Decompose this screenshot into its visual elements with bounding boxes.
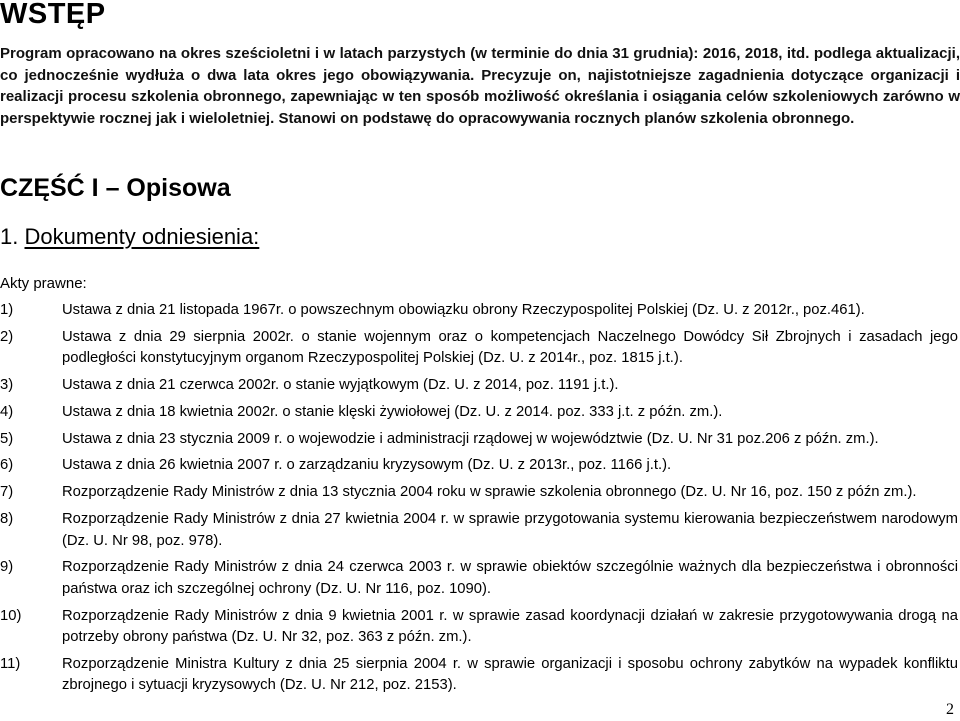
reference-item: [0, 606, 958, 649]
section-number: 1.: [0, 224, 19, 249]
reference-item: [0, 375, 958, 397]
reference-number: 10): [0, 607, 22, 624]
reference-number: 5): [0, 430, 14, 447]
reference-item: [0, 557, 958, 600]
reference-number: 3): [0, 377, 14, 394]
reference-item: [0, 402, 958, 424]
reference-item: [0, 429, 958, 451]
reference-text: Rozporządzenie Rady Ministrów z dnia 9 kwietnia 2001 r. w sprawie zasad koordynacji działań w zakresie przygotowywania drogą na potrzeby obrony państwa (Dz. U. Nr 32, poz. 363 z późn. zm.).: [62, 607, 958, 646]
reference-item: [0, 482, 958, 504]
reference-number: 7): [0, 484, 14, 501]
reference-item: [0, 509, 958, 552]
reference-text: Ustawa z dnia 18 kwietnia 2002r. o stanie klęski żywiołowej (Dz. U. z 2014. poz. 333 j.t. z późn. zm.).: [62, 403, 723, 420]
reference-number: 11): [0, 655, 21, 672]
reference-text: Rozporządzenie Ministra Kultury z dnia 25 sierpnia 2004 r. w sprawie organizacji i sposobu ochrony zabytków na wypadek konfliktu zbrojnego i sytuacji kryzysowych (Dz. U. Nr 212, poz. 2153).: [62, 655, 958, 694]
reference-text: Ustawa z dnia 23 stycznia 2009 r. o wojewodzie i administracji rządowej w województwie (Dz. U. Nr 31 poz.206 z późn. zm.).: [62, 430, 879, 447]
page-heading: WSTĘP: [0, 0, 106, 30]
part-title: CZĘŚĆ I – Opisowa: [0, 174, 231, 202]
page-number: 2: [946, 701, 954, 718]
reference-item: [0, 455, 958, 477]
reference-number: 2): [0, 328, 14, 345]
references-list: [0, 300, 958, 702]
reference-number: 4): [0, 403, 14, 420]
section-heading: [0, 222, 259, 252]
reference-text: Ustawa z dnia 29 sierpnia 2002r. o stanie wojennym oraz o kompetencjach Naczelnego Dowódcy Sił Zbrojnych i zasadach jego podległości konstytucyjnym organom Rzeczypospolitej Polskiej (Dz. U. z 2014r., poz. 1815 j.t.).: [62, 328, 958, 367]
reference-text: Rozporządzenie Rady Ministrów z dnia 13 stycznia 2004 roku w sprawie szkolenia obronnego (Dz. U. Nr 16, poz. 150 z późn zm.).: [62, 484, 917, 501]
reference-text: Ustawa z dnia 26 kwietnia 2007 r. o zarządzaniu kryzysowym (Dz. U. z 2013r., poz. 1166 j.t.).: [62, 457, 672, 474]
reference-text: Rozporządzenie Rady Ministrów z dnia 24 czerwca 2003 r. w sprawie obiektów szczególnie ważnych dla bezpieczeństwa i obronności państwa oraz ich szczególnej ochrony (Dz. U. Nr 116, poz. 1090).: [62, 559, 958, 597]
reference-number: 9): [0, 559, 14, 576]
reference-item: [0, 300, 958, 322]
reference-item: [0, 327, 958, 370]
legal-acts-label: Akty prawne:: [0, 275, 87, 292]
reference-item: [0, 654, 958, 697]
reference-text: Ustawa z dnia 21 czerwca 2002r. o stanie wyjątkowym (Dz. U. z 2014, poz. 1191 j.t.).: [62, 377, 619, 394]
reference-number: 8): [0, 511, 14, 528]
intro-paragraph: Program opracowano na okres sześcioletni i w latach parzystych (w terminie do dnia 31 grudnia): 2016, 2018, itd. podlega aktualizacji, co jednocześnie wydłuża o dwa lata okres jego obowiązywania. Precyzuje on, najistotniejsze zagadnienia dotyczące organizacji i realizacji procesu szkolenia obronnego, zapewniając w ten sposób możliwość określania i osiągania celów szkoleniowych zarówno w perspektywie rocznej jak i wieloletniej. Stanowi on podstawę do opracowywania rocznych planów szkolenia obronnego.: [0, 45, 960, 127]
reference-number: 1): [0, 302, 14, 318]
reference-text: Rozporządzenie Rady Ministrów z dnia 27 kwietnia 2004 r. w sprawie przygotowania systemu kierowania bezpieczeństwem narodowym (Dz. U. Nr 98, poz. 978).: [62, 511, 958, 549]
reference-number: 6): [0, 457, 14, 474]
reference-text: Ustawa z dnia 21 listopada 1967r. o powszechnym obowiązku obrony Rzeczypospolitej Polskiej (Dz. U. z 2012r., poz.461).: [62, 302, 865, 318]
section-title: Dokumenty odniesienia:: [24, 224, 260, 249]
